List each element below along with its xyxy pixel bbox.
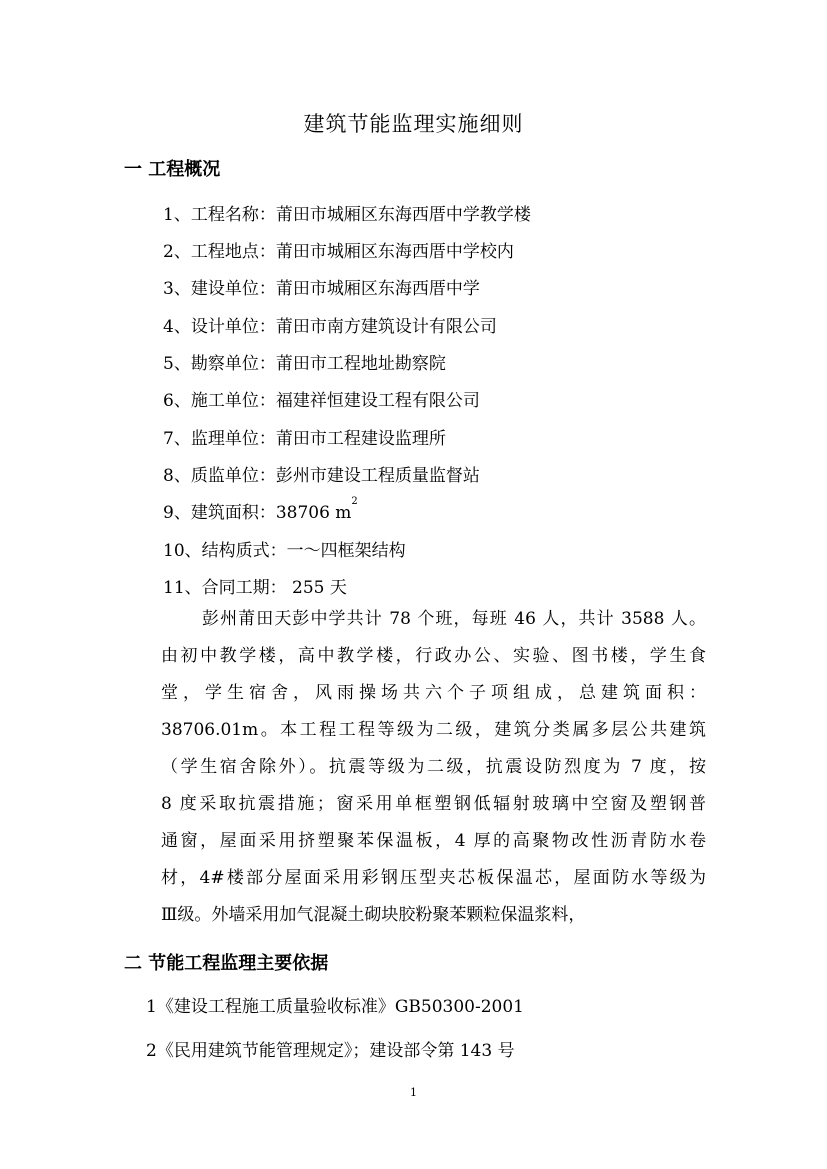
section-heading-basis: 二 节能工程监理主要依据 <box>124 953 329 974</box>
client-unit-item: 3、建设单位：莆田市城厢区东海西厝中学 <box>163 279 480 299</box>
paragraph-line: 38706.01m。本工程工程等级为二级，建筑分类属多层公共建筑 <box>161 720 706 740</box>
quality-supervision-item: 8、质监单位：彭州市建设工程质量监督站 <box>163 466 480 486</box>
paragraph-line: 材，4#楼部分屋面采用彩钢压型夹芯板保温芯，屋面防水等级为 <box>161 868 706 888</box>
project-name-item: 1、工程名称：莆田市城厢区东海西厝中学教学楼 <box>163 205 531 225</box>
document-title: 建筑节能监理实施细则 <box>303 112 524 136</box>
construction-unit-item: 6、施工单位：福建祥恒建设工程有限公司 <box>163 391 480 411</box>
reference-item: 2《民用建筑节能管理规定》；建设部令第 143 号 <box>146 1041 515 1061</box>
paragraph-line: 彭州莆田天彭中学共计 78 个班，每班 46 人，共计 3588 人。 <box>202 609 706 629</box>
survey-unit-item: 5、勘察单位：莆田市工程地址勘察院 <box>163 354 446 374</box>
project-description-paragraph <box>161 601 706 934</box>
supervision-unit-item: 7、监理单位：莆田市工程建设监理所 <box>163 429 446 449</box>
contract-period-item: 11、合同工期： 255 天 <box>163 578 347 598</box>
page-number: 1 <box>410 1086 417 1099</box>
paragraph-line: 8 度采取抗震措施；窗采用单框塑钢低辐射玻璃中空窗及塑钢普 <box>161 794 706 814</box>
paragraph-line: 通窗，屋面采用挤塑聚苯保温板，4 厚的高聚物改性沥青防水卷 <box>161 831 706 851</box>
project-location-item: 2、工程地点：莆田市城厢区东海西厝中学校内 <box>163 242 514 262</box>
building-area-text: 9、建筑面积：38706 m <box>163 503 352 523</box>
reference-item: 1《建设工程施工质量验收标准》GB50300-2001 <box>146 997 524 1017</box>
building-area-item <box>163 498 358 523</box>
structure-type-item: 10、结构质式：一～四框架结构 <box>163 541 406 561</box>
paragraph-line: Ⅲ级。外墙采用加气混凝土砌块胶粉聚苯颗粒保温浆料， <box>161 905 586 925</box>
paragraph-line: 由初中教学楼，高中教学楼，行政办公、实验、图书楼，学生食 <box>161 646 706 666</box>
paragraph-line: （学生宿舍除外）。抗震等级为二级，抗震设防烈度为 7 度，按 <box>161 757 706 777</box>
section-heading-overview: 一 工程概况 <box>124 159 221 180</box>
area-unit-superscript: 2 <box>351 496 358 507</box>
design-unit-item: 4、设计单位：莆田市南方建筑设计有限公司 <box>163 317 497 337</box>
paragraph-line: 堂，学生宿舍，风雨操场共六个子项组成，总建筑面积： <box>161 683 706 703</box>
